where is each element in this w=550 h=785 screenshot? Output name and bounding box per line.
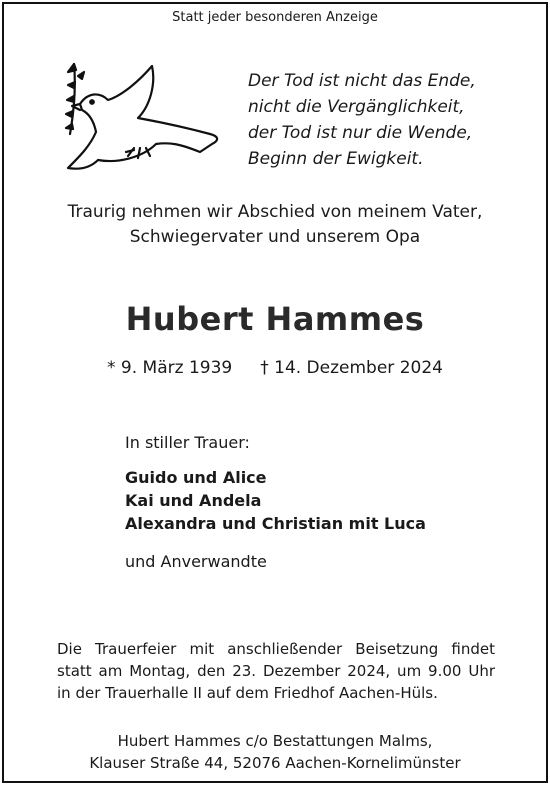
life-dates <box>0 358 550 378</box>
funeral-line: Die Trauerfeier mit anschließender Beisetzung findet <box>57 640 495 658</box>
relatives-text: und Anverwandte <box>125 552 267 571</box>
intro-line: Schwiegervater und unserem Opa <box>129 227 421 247</box>
poem-line: der Tod ist nur die Wende, <box>248 123 473 143</box>
contact-address <box>0 730 550 774</box>
funeral-info <box>57 638 495 704</box>
mourners-list <box>125 466 426 535</box>
poem-line: nicht die Vergänglichkeit, <box>248 97 465 117</box>
funeral-line: statt am Montag, den 23. Dezember 2024, um 9.00 Uhr <box>57 662 495 680</box>
funeral-line: in der Trauerhalle II auf dem Friedhof Aachen-Hüls. <box>57 684 438 702</box>
deceased-name: Hubert Hammes <box>125 300 425 338</box>
mourning-heading: In stiller Trauer: <box>125 433 250 452</box>
death-date: † 14. Dezember 2024 <box>260 358 443 378</box>
poem <box>248 68 476 172</box>
poem-line: Der Tod ist nicht das Ende, <box>248 71 476 91</box>
contact-line: Hubert Hammes c/o Bestattungen Malms, <box>117 732 433 750</box>
mourner-name: Alexandra und Christian mit Luca <box>125 514 426 533</box>
birth-date: * 9. März 1939 <box>107 358 233 378</box>
top-note: Statt jeder besonderen Anzeige <box>172 10 378 25</box>
intro-line: Traurig nehmen wir Abschied von meinem Vater, <box>67 202 483 222</box>
dove-with-olive-branch-icon <box>60 56 225 174</box>
poem-line: Beginn der Ewigkeit. <box>248 149 424 169</box>
contact-line: Klauser Straße 44, 52076 Aachen-Kornelimünster <box>89 754 461 772</box>
intro-text <box>0 200 550 250</box>
mourner-name: Kai und Andela <box>125 491 262 510</box>
mourner-name: Guido und Alice <box>125 468 267 487</box>
